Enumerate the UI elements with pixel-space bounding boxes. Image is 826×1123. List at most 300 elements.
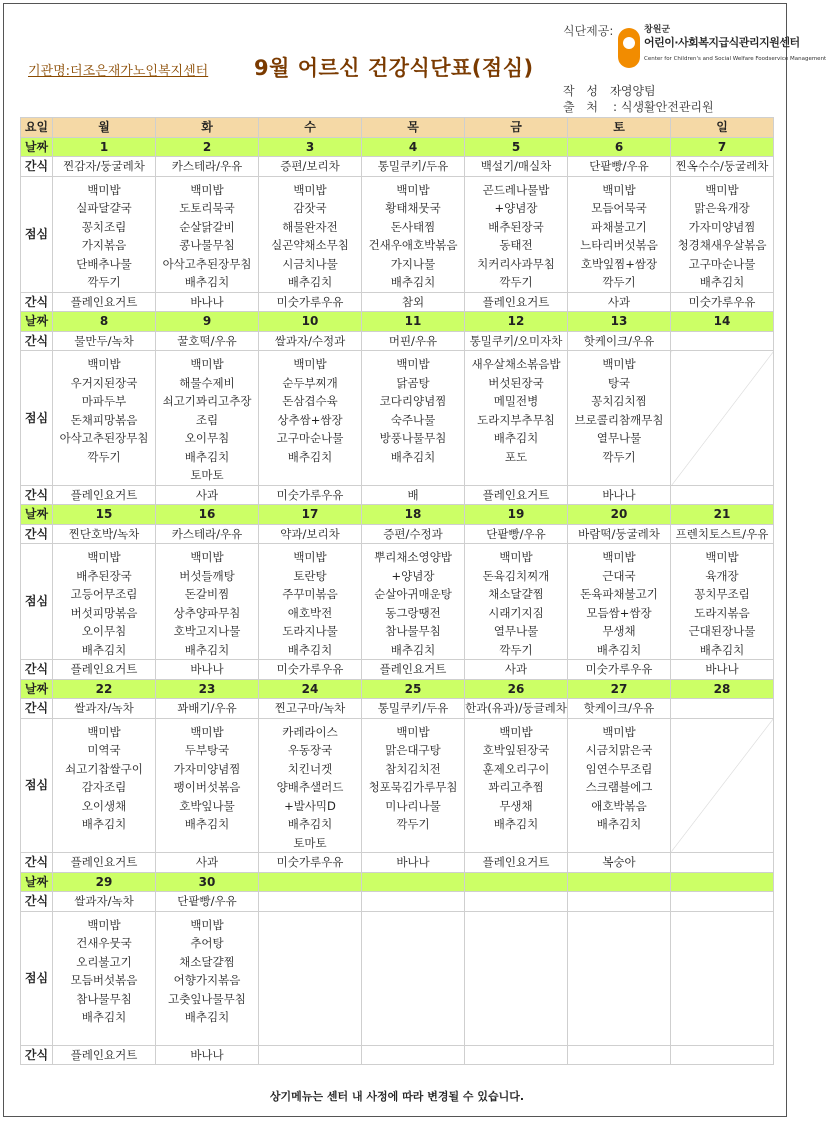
lunch-item: 참나물무침 — [385, 624, 441, 638]
lunch-cell — [53, 718, 156, 853]
snack-cell: 미숫가루우유 — [671, 292, 774, 312]
snack-cell: 사과 — [156, 485, 259, 505]
lunch-item: 깍두기 — [602, 275, 636, 289]
date-cell: 14 — [671, 312, 774, 332]
lunch-item: 모듬쌈+쌈장 — [586, 605, 652, 620]
date-cell: 1 — [53, 137, 156, 157]
date-cell — [362, 872, 465, 892]
lunch-cell — [671, 718, 774, 853]
date-cell: 10 — [259, 312, 362, 332]
lunch-item: 고구마순나물 — [688, 256, 756, 271]
lunch-item: 백미밥 — [293, 182, 327, 197]
lunch-item: 오이무침 — [81, 624, 127, 638]
snack-row — [21, 1045, 774, 1065]
date-cell: 2 — [156, 137, 259, 157]
snack-cell: 약과/보리차 — [259, 524, 362, 544]
lunch-row — [21, 544, 774, 660]
snack-cell: 단팥빵/우유 — [465, 524, 568, 544]
snack-cell: 머핀/우유 — [362, 331, 465, 351]
snack-cell — [465, 892, 568, 912]
lunch-item: +발사믹D — [284, 798, 336, 813]
lunch-cell — [362, 544, 465, 660]
lunch-item: 돈사태찜 — [390, 219, 436, 234]
snack-row — [21, 892, 774, 912]
lunch-item: 배추김치 — [287, 449, 333, 464]
snack-row — [21, 853, 774, 873]
snack-cell: 백설기/매실차 — [465, 157, 568, 177]
lunch-item: 호박잎찜+쌈장 — [580, 256, 658, 271]
snack-cell: 쌀과자/녹차 — [53, 892, 156, 912]
snack-cell — [671, 331, 774, 351]
lunch-cell — [465, 544, 568, 660]
snack-cell: 핫케이크/우유 — [568, 699, 671, 719]
lunch-item: 스크램블에그 — [585, 780, 653, 794]
snack-row — [21, 524, 774, 544]
lunch-item: 해물완자전 — [282, 219, 338, 234]
lunch-cell — [156, 176, 259, 292]
snack-cell — [259, 1045, 362, 1065]
date-cell: 4 — [362, 137, 465, 157]
lunch-cell — [568, 544, 671, 660]
date-row — [21, 312, 774, 332]
lunch-item: 건새우애호박볶음 — [368, 238, 458, 252]
lunch-item: 숙주나물 — [390, 412, 436, 427]
weekday-6: 토 — [568, 118, 671, 138]
lunch-cell — [568, 351, 671, 486]
lunch-item: 깍두기 — [87, 275, 121, 289]
lunch-cell — [259, 718, 362, 853]
lunch-item: 깍두기 — [87, 449, 121, 464]
date-cell: 19 — [465, 505, 568, 525]
source-label: 출 처 — [563, 100, 602, 114]
lunch-item: 순두부찌개 — [282, 375, 338, 390]
snack-cell: 꿀호떡/우유 — [156, 331, 259, 351]
lunch-item: 아삭고추된장무침 — [162, 256, 252, 271]
snack-cell: 바나나 — [568, 485, 671, 505]
lunch-item: 모듬어묵국 — [591, 201, 647, 215]
date-cell: 7 — [671, 137, 774, 157]
lunch-cell — [156, 911, 259, 1045]
lunch-item: 시금치나물 — [282, 256, 338, 271]
lunch-item: 상추쌈+쌈장 — [277, 412, 343, 427]
lunch-item: 무생채 — [602, 624, 636, 638]
lunch-item: 가지볶음 — [81, 238, 127, 252]
date-cell: 15 — [53, 505, 156, 525]
logo-mark-icon — [618, 28, 640, 68]
lunch-item: 배추김치 — [390, 275, 436, 289]
lunch-item: 배추김치 — [81, 642, 127, 657]
snack-row-label: 간식 — [21, 1045, 53, 1065]
lunch-item: 순살아귀매운탕 — [374, 587, 452, 601]
date-row-label: 날짜 — [21, 505, 53, 525]
lunch-item: 메밀전병 — [493, 394, 539, 408]
lunch-item: 배추김치 — [287, 642, 333, 657]
date-cell: 12 — [465, 312, 568, 332]
snack-cell: 한과(유과)/둥글레차 — [465, 699, 568, 719]
lunch-item: 어향가지볶음 — [173, 973, 241, 987]
lunch-cell — [362, 718, 465, 853]
snack-cell: 통밀쿠키/두유 — [362, 699, 465, 719]
lunch-cell — [568, 718, 671, 853]
snack-cell: 찐고구마/녹차 — [259, 699, 362, 719]
date-cell: 29 — [53, 872, 156, 892]
lunch-cell — [259, 544, 362, 660]
lunch-item: 도토리묵국 — [179, 201, 235, 215]
lunch-item: 도라지볶음 — [694, 605, 750, 620]
snack-cell — [362, 1045, 465, 1065]
lunch-item: 임연수무조림 — [585, 761, 653, 776]
lunch-item: 애호박전 — [287, 605, 333, 620]
lunch-item: 배추된장국 — [76, 568, 132, 583]
lunch-item: 도라지나물 — [282, 624, 338, 638]
snack-cell — [671, 699, 774, 719]
snack-cell: 바나나 — [156, 292, 259, 312]
snack-row — [21, 331, 774, 351]
lunch-row — [21, 176, 774, 292]
snack-row — [21, 157, 774, 177]
snack-cell — [362, 892, 465, 912]
lunch-item: 채소달걀찜 — [488, 587, 544, 601]
lunch-item: 코다리양념찜 — [379, 394, 447, 408]
date-cell: 20 — [568, 505, 671, 525]
snack-cell: 바나나 — [671, 660, 774, 680]
lunch-item: 우거지된장국 — [70, 375, 138, 390]
weekday-2: 화 — [156, 118, 259, 138]
lunch-item: 백미밥 — [190, 550, 224, 564]
lunch-item: 건새우뭇국 — [76, 936, 132, 950]
lunch-item: 시금치맑은국 — [585, 743, 653, 757]
snack-cell — [465, 1045, 568, 1065]
lunch-cell — [156, 544, 259, 660]
snack-row-label: 간식 — [21, 292, 53, 312]
lunch-item: 브로콜리참깨무침 — [574, 412, 664, 427]
snack-cell: 미숫가루우유 — [259, 292, 362, 312]
date-cell — [568, 872, 671, 892]
lunch-item: 고등어무조림 — [70, 587, 138, 601]
logo-region: 창원군 — [644, 25, 671, 35]
lunch-cell — [671, 351, 774, 486]
lunch-item: 배추김치 — [184, 275, 230, 289]
lunch-item: 주꾸미볶음 — [282, 587, 338, 601]
date-cell: 24 — [259, 679, 362, 699]
author-line — [563, 82, 656, 99]
lunch-item: 단배추나물 — [76, 256, 132, 271]
lunch-item: 배추김치 — [699, 275, 745, 289]
snack-cell: 증편/수정과 — [362, 524, 465, 544]
lunch-item: 근대된장나물 — [688, 624, 756, 638]
lunch-item: 백미밥 — [499, 724, 533, 739]
snack-cell: 카스테라/우유 — [156, 524, 259, 544]
date-cell: 6 — [568, 137, 671, 157]
snack-cell — [568, 1045, 671, 1065]
date-row — [21, 505, 774, 525]
author-label: 작 성 자 — [563, 84, 626, 98]
lunch-item: 마파두부 — [81, 394, 127, 408]
weekday-3: 수 — [259, 118, 362, 138]
lunch-item: 배추김치 — [390, 642, 436, 657]
provider-logo — [618, 22, 826, 80]
snack-cell: 프렌치토스트/우유 — [671, 524, 774, 544]
lunch-item: 꽁치조림 — [81, 219, 127, 234]
lunch-item: 도라지부추무침 — [477, 412, 555, 427]
lunch-item: 배추김치 — [493, 817, 539, 831]
lunch-item: 두부탕국 — [184, 743, 230, 757]
date-cell — [259, 872, 362, 892]
lunch-item: 배추김치 — [493, 431, 539, 445]
date-cell: 16 — [156, 505, 259, 525]
snack-cell — [259, 892, 362, 912]
snack-row-label: 간식 — [21, 157, 53, 177]
lunch-item: 쇠고기찹쌀구이 — [65, 761, 143, 776]
logo-english-name: Center for Children's and Social Welfare Foodservice Management — [644, 56, 826, 62]
lunch-cell — [53, 351, 156, 486]
snack-cell: 플레인요거트 — [53, 853, 156, 873]
lunch-cell — [156, 718, 259, 853]
date-cell: 26 — [465, 679, 568, 699]
lunch-item: 무생채 — [499, 798, 533, 813]
lunch-item: 돈갈비찜 — [184, 587, 230, 601]
date-cell: 28 — [671, 679, 774, 699]
provider-label: 식단제공: — [563, 24, 614, 38]
lunch-item: 백미밥 — [190, 182, 224, 197]
lunch-item: 꽁치무조림 — [694, 587, 750, 601]
lunch-item: 애호박볶음 — [591, 798, 647, 813]
lunch-item: 배추김치 — [184, 1010, 230, 1024]
lunch-item: +양념장 — [494, 201, 538, 215]
snack-cell: 찐옥수수/둥굴레차 — [671, 157, 774, 177]
snack-cell — [671, 1045, 774, 1065]
lunch-cell — [53, 544, 156, 660]
snack-cell: 바나나 — [156, 660, 259, 680]
weekday-7: 일 — [671, 118, 774, 138]
lunch-item: 양배추샐러드 — [276, 780, 344, 794]
snack-cell: 참외 — [362, 292, 465, 312]
menu-table — [20, 117, 774, 1065]
lunch-cell — [259, 351, 362, 486]
lunch-item: 배추김치 — [81, 817, 127, 831]
lunch-item: 돈육파채불고기 — [580, 587, 658, 601]
snack-cell: 배 — [362, 485, 465, 505]
snack-cell: 플레인요거트 — [53, 292, 156, 312]
lunch-item: 백미밥 — [705, 182, 739, 197]
snack-row-label: 간식 — [21, 699, 53, 719]
lunch-item: 참나물무침 — [76, 991, 132, 1006]
lunch-item: 깍두기 — [499, 642, 533, 657]
snack-row — [21, 485, 774, 505]
lunch-item: 토란탕 — [293, 568, 327, 583]
lunch-item: 배추김치 — [390, 449, 436, 464]
date-cell — [671, 872, 774, 892]
snack-row-label: 간식 — [21, 524, 53, 544]
lunch-item: 가자미양념찜 — [173, 761, 241, 776]
lunch-item: 실파달걀국 — [76, 201, 132, 215]
lunch-item: 꽈리고추찜 — [488, 780, 544, 794]
lunch-item: 백미밥 — [87, 917, 121, 932]
source-line — [563, 98, 714, 115]
lunch-item: 조림 — [195, 412, 219, 427]
lunch-item: 우동장국 — [287, 743, 333, 757]
lunch-item: 백미밥 — [396, 357, 430, 371]
snack-cell: 사과 — [568, 292, 671, 312]
lunch-item: 호박고지나물 — [173, 624, 241, 638]
lunch-item: 돈육김치찌개 — [482, 568, 550, 583]
date-row — [21, 679, 774, 699]
page-title: 9월 어르신 건강식단표(점심) — [254, 56, 534, 80]
date-cell — [465, 872, 568, 892]
lunch-item: 포도 — [504, 449, 528, 464]
date-row-label: 날짜 — [21, 872, 53, 892]
snack-cell: 사과 — [465, 660, 568, 680]
lunch-item: 꽁치김치찜 — [591, 394, 647, 408]
lunch-item: 훈제오리구이 — [482, 761, 550, 776]
lunch-item: 동그랑땡전 — [385, 605, 441, 620]
date-cell: 13 — [568, 312, 671, 332]
lunch-item: 열무나물 — [493, 624, 539, 638]
lunch-item: 백미밥 — [396, 724, 430, 739]
snack-cell: 바람떡/둥굴레차 — [568, 524, 671, 544]
date-row-label: 날짜 — [21, 137, 53, 157]
lunch-item: 돈채피망볶음 — [70, 412, 138, 427]
lunch-item: 버섯피망볶음 — [70, 605, 138, 620]
source-value: : 식생활안전관리원 — [613, 100, 714, 114]
lunch-item: 가지나물 — [390, 256, 436, 271]
lunch-cell — [671, 176, 774, 292]
lunch-item: 배추김치 — [184, 449, 230, 464]
lunch-cell — [568, 911, 671, 1045]
lunch-item: 배추김치 — [699, 642, 745, 657]
snack-cell: 카스테라/우유 — [156, 157, 259, 177]
lunch-item: 쇠고기꽈리고추장 — [162, 394, 252, 408]
lunch-item: 황태채뭇국 — [385, 201, 441, 215]
snack-cell: 플레인요거트 — [53, 660, 156, 680]
lunch-cell — [362, 351, 465, 486]
lunch-item: 맑은육개장 — [694, 201, 750, 215]
lunch-item: 가자미양념찜 — [688, 219, 756, 234]
lunch-row — [21, 351, 774, 486]
lunch-cell — [671, 544, 774, 660]
snack-cell: 플레인요거트 — [465, 485, 568, 505]
lunch-item: 배추김치 — [596, 642, 642, 657]
lunch-item: 추어탕 — [190, 936, 224, 950]
snack-cell: 찐감자/둥굴레차 — [53, 157, 156, 177]
lunch-row — [21, 911, 774, 1045]
lunch-item: 감잣국 — [293, 201, 327, 215]
lunch-item: 백미밥 — [293, 550, 327, 564]
lunch-cell — [362, 176, 465, 292]
lunch-cell — [53, 176, 156, 292]
date-cell: 17 — [259, 505, 362, 525]
lunch-item: 오이무침 — [184, 431, 230, 445]
snack-row — [21, 292, 774, 312]
lunch-item: 배추김치 — [184, 817, 230, 831]
weekday-1: 월 — [53, 118, 156, 138]
lunch-cell — [53, 911, 156, 1045]
snack-cell: 플레인요거트 — [53, 1045, 156, 1065]
lunch-item: 맑은대구탕 — [385, 743, 441, 757]
snack-cell: 단팥빵/우유 — [568, 157, 671, 177]
lunch-item: 새우살채소볶음밥 — [471, 357, 561, 371]
date-cell: 3 — [259, 137, 362, 157]
snack-cell: 통밀쿠키/오미자차 — [465, 331, 568, 351]
lunch-cell — [465, 351, 568, 486]
lunch-row-label: 점심 — [21, 176, 53, 292]
snack-row — [21, 699, 774, 719]
date-cell: 30 — [156, 872, 259, 892]
date-row-label: 날짜 — [21, 312, 53, 332]
lunch-item: 미나리나물 — [385, 798, 441, 813]
snack-cell: 단팥빵/우유 — [156, 892, 259, 912]
lunch-item: 백미밥 — [190, 357, 224, 371]
lunch-item: 청포묵김가루무침 — [368, 780, 458, 794]
lunch-cell — [671, 911, 774, 1045]
lunch-item: +양념장 — [391, 568, 435, 583]
snack-cell: 핫케이크/우유 — [568, 331, 671, 351]
snack-cell: 쌀과자/수정과 — [259, 331, 362, 351]
weekday-4: 목 — [362, 118, 465, 138]
lunch-item: 모듬버섯볶음 — [70, 973, 138, 987]
lunch-item: 백미밥 — [87, 550, 121, 564]
snack-cell — [671, 853, 774, 873]
snack-cell: 꽈배기/우유 — [156, 699, 259, 719]
lunch-item: 탕국 — [607, 375, 631, 390]
lunch-row — [21, 718, 774, 853]
date-cell: 23 — [156, 679, 259, 699]
lunch-item: 호박잎나물 — [179, 798, 235, 813]
snack-cell: 미숫가루우유 — [259, 853, 362, 873]
snack-cell: 통밀쿠키/두유 — [362, 157, 465, 177]
author-value: : 영양팀 — [613, 84, 656, 98]
lunch-item: 채소달걀찜 — [179, 954, 235, 969]
date-cell: 18 — [362, 505, 465, 525]
lunch-row-label: 점심 — [21, 911, 53, 1045]
lunch-item: 백미밥 — [396, 182, 430, 197]
date-cell: 5 — [465, 137, 568, 157]
snack-cell: 미숫가루우유 — [259, 660, 362, 680]
lunch-item: 백미밥 — [190, 917, 224, 932]
lunch-item: 백미밥 — [602, 357, 636, 371]
lunch-item: 실곤약채소무침 — [271, 238, 349, 252]
lunch-item: 콩나물무침 — [179, 238, 235, 252]
snack-cell: 플레인요거트 — [465, 853, 568, 873]
lunch-item: 방풍나물무침 — [379, 431, 447, 445]
lunch-item: 육개장 — [705, 568, 739, 583]
snack-row-label: 간식 — [21, 892, 53, 912]
lunch-item: 토마토 — [190, 468, 224, 482]
lunch-item: 아삭고추된장무침 — [59, 431, 149, 445]
lunch-item: 토마토 — [293, 835, 327, 850]
lunch-item: 미역국 — [87, 743, 121, 757]
lunch-item: 호박잎된장국 — [482, 743, 550, 757]
lunch-item: 버섯들깨탕 — [179, 568, 235, 583]
lunch-item: 열무나물 — [596, 431, 642, 445]
lunch-item: 동태전 — [499, 238, 533, 252]
lunch-item: 배추김치 — [287, 275, 333, 289]
lunch-item: 시래기지짐 — [488, 605, 544, 620]
lunch-row-label: 점심 — [21, 351, 53, 486]
lunch-item: 뿌리채소영양밥 — [374, 550, 452, 564]
date-cell: 21 — [671, 505, 774, 525]
lunch-cell — [259, 176, 362, 292]
date-cell: 22 — [53, 679, 156, 699]
lunch-item: 상추양파무침 — [173, 605, 241, 620]
logo-name: 어린이·사회복지급식관리지원센터 — [644, 36, 800, 49]
snack-row-label: 간식 — [21, 485, 53, 505]
lunch-item: 오리불고기 — [76, 954, 132, 969]
lunch-item: 치커리사과무침 — [477, 256, 555, 271]
snack-cell: 사과 — [156, 853, 259, 873]
date-row-label: 날짜 — [21, 679, 53, 699]
snack-cell: 미숫가루우유 — [259, 485, 362, 505]
